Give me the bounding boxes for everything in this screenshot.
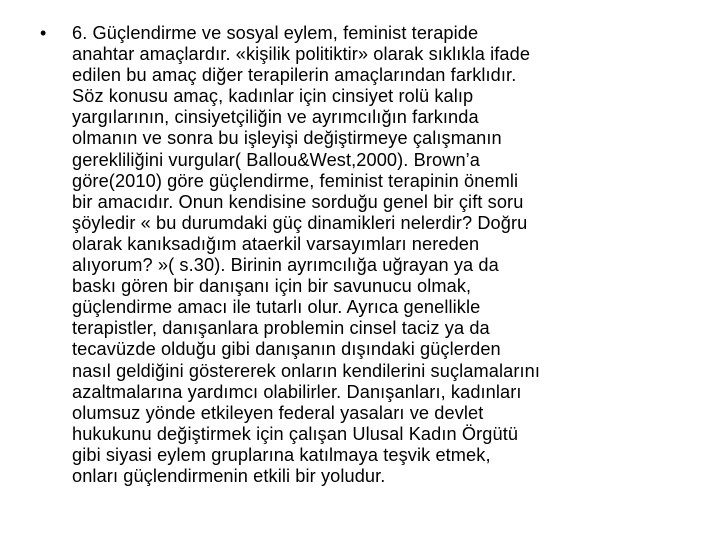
text-line: 6. Güçlendirme ve sosyal eylem, feminist terapide — [72, 23, 479, 43]
paragraph-text — [72, 23, 680, 487]
text-line: olarak kanıksadığım ataerkil varsayımları nereden — [72, 233, 480, 254]
text-line: gerekliliğini vurgular( Ballou&West,2000). Brown’a — [72, 149, 481, 170]
text-line: yargılarının, cinsiyetçiliğin ve ayrımcılığın farkında — [72, 107, 479, 128]
text-line: azaltmalarına yardımcı olabilirler. Danışanları, kadınları — [72, 381, 522, 402]
text-line: Söz konusu amaç, kadınlar için cinsiyet rolü kalıp — [72, 86, 474, 107]
text-line: tecavüzde olduğu gibi danışanın dışındaki güçlerden — [72, 339, 501, 360]
text-line: güçlendirme amacı ile tutarlı olur. Ayrıca genellikle — [72, 297, 481, 318]
text-line: şöyledir « bu durumdaki güç dinamikleri nelerdir? Doğru — [72, 212, 528, 233]
text-line: gibi siyasi eylem gruplarına katılmaya teşvik etmek, — [72, 444, 491, 465]
text-line: anahtar amaçlardır. «kişilik politiktir» olarak sıklıkla ifade — [72, 44, 531, 65]
text-line: nasıl geldiğini göstererek onların kendilerini suçlamalarını — [72, 360, 541, 381]
text-line: bir amacıdır. Onun kendisine sorduğu genel bir çift soru — [72, 191, 524, 212]
text-line: terapistler, danışanlara problemin cinsel taciz ya da — [72, 318, 490, 339]
text-line: göre(2010) göre güçlendirme, feminist terapinin önemli — [72, 170, 519, 191]
text-line: alıyorum? »( s.30). Birinin ayrımcılığa uğrayan ya da — [72, 255, 499, 276]
bullet-marker: • — [40, 23, 47, 43]
text-line: baskı gören bir danışanı için bir savunucu olmak, — [72, 276, 472, 297]
text-line: hukukunu değiştirmek için çalışan Ulusal Kadın Örgütü — [72, 423, 519, 444]
text-line: edilen bu amaç diğer terapilerin amaçlarından farklıdır. — [72, 65, 517, 86]
text-line: olumsuz yönde etkileyen federal yasaları ve devlet — [72, 402, 484, 423]
text-line: onları güçlendirmenin etkili bir yoludur. — [72, 465, 386, 486]
text-line: olmanın ve sonra bu işleyişi değiştirmeye çalışmanın — [72, 128, 502, 149]
